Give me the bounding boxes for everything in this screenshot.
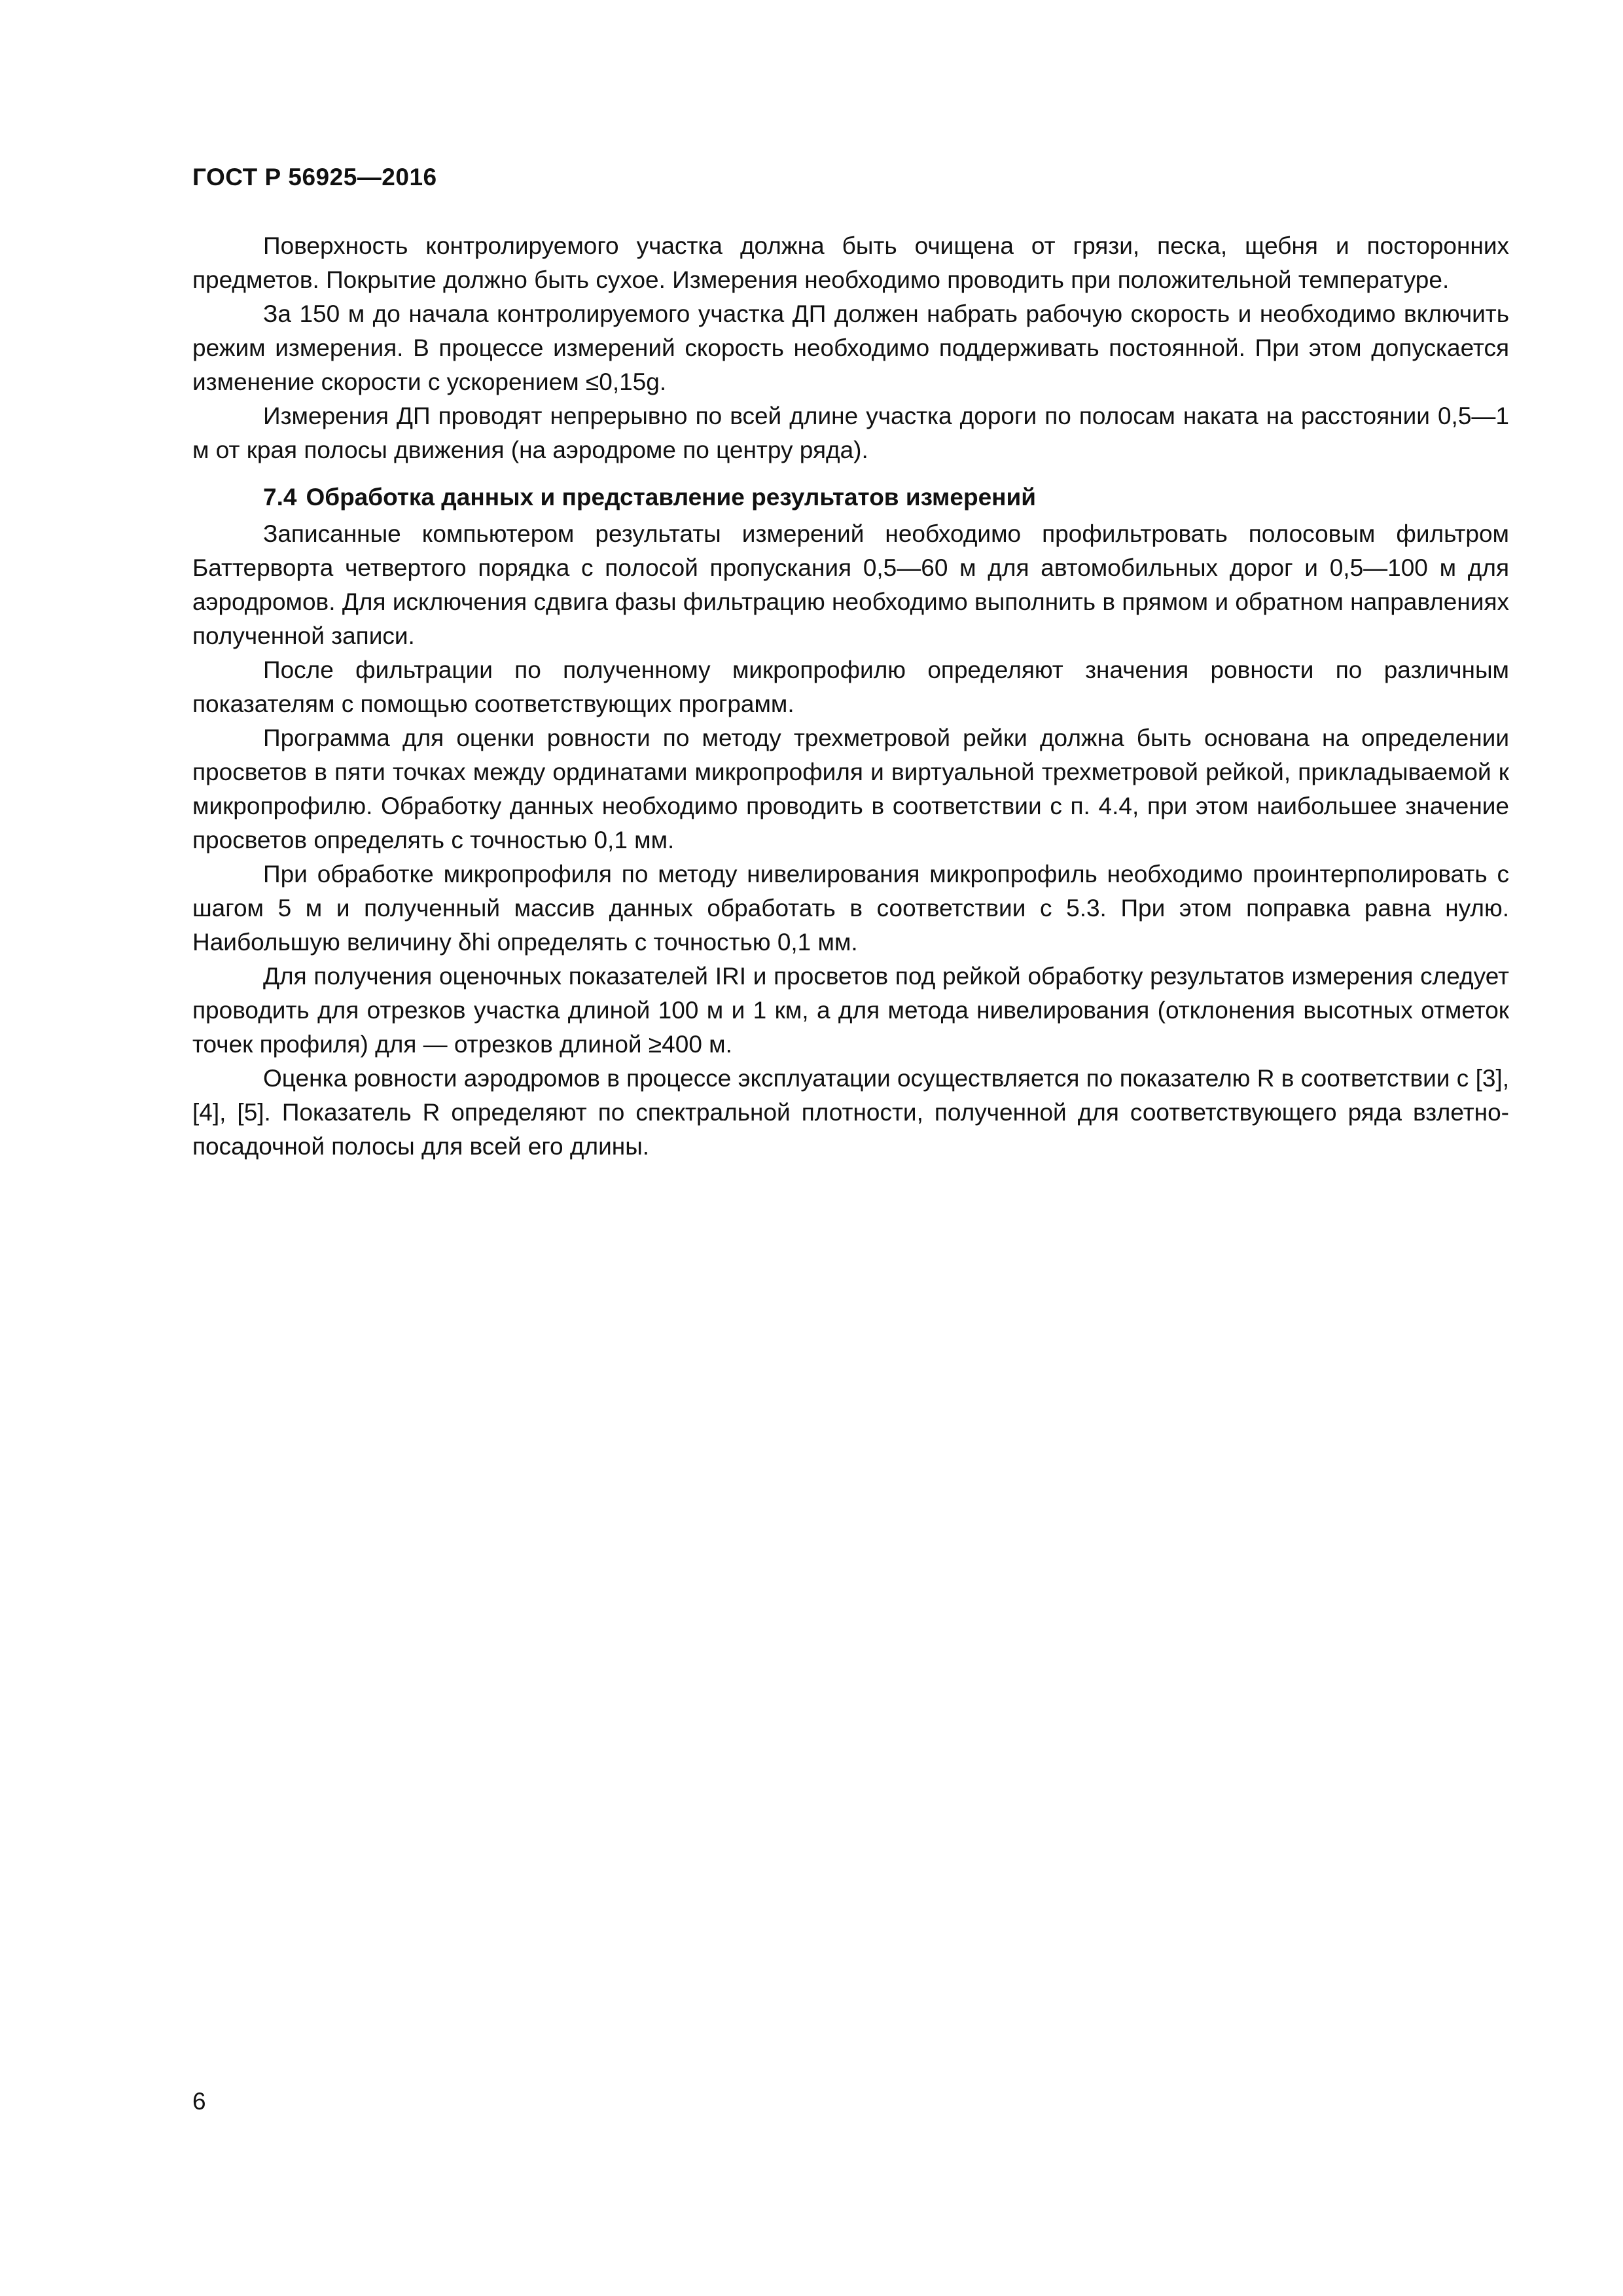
body-paragraph: При обработке микропрофиля по методу нивелирования микропрофиль необходимо проинтерполировать с шагом 5 м и полученный массив данных обработать в соответствии с 5.3. При этом поправка равна нулю. Наибольшую величину δhi определять с точностью 0,1 мм. — [192, 861, 1509, 956]
body-paragraph: Записанные компьютером результаты измерений необходимо профильтровать полосовым фильтром Баттерворта четвертого порядка с полосой пропускания 0,5—60 м для автомобильных дорог и 0,5—100 м для аэродромов. Для исключения сдвига фазы фильтрацию необходимо выполнить в прямом и обратном направлениях полученной записи. — [192, 520, 1509, 649]
body-paragraph: Измерения ДП проводят непрерывно по всей длине участка дороги по полосам наката на расстоянии 0,5—1 м от края полосы движения (на аэродроме по центру ряда). — [192, 403, 1509, 463]
body-paragraph: Оценка ровности аэродромов в процессе эксплуатации осуществляется по показателю R в соответствии с [3], [4], [5]. Показатель R определяют по спектральной плотности, полученной для соответствующего ряда взлетно-посадочной полосы для всей его длины. — [192, 1065, 1509, 1160]
body-paragraph: За 150 м до начала контролируемого участка ДП должен набрать рабочую скорость и необходимо включить режим измерения. В процессе измерений скорость необходимо поддерживать постоянной. При этом допускается изменение скорости с ускорением ≤0,15g. — [192, 300, 1509, 395]
body-paragraph: После фильтрации по полученному микропрофилю определяют значения ровности по различным показателям с помощью соответствующих программ. — [192, 656, 1509, 717]
body-paragraph: Для получения оценочных показателей IRI и просветов под рейкой обработку результатов измерения следует проводить для отрезков участка длиной 100 м и 1 км, а для метода нивелирования (отклонения высотных отметок точек профиля) для — отрезков длиной ≥400 м. — [192, 963, 1509, 1058]
document-body — [192, 229, 1509, 1164]
section-title: Обработка данных и представление результатов измерений — [306, 484, 1037, 511]
page-number: 6 — [192, 2088, 206, 2115]
body-paragraph: Поверхность контролируемого участка должна быть очищена от грязи, песка, щебня и посторонних предметов. Покрытие должно быть сухое. Измерения необходимо проводить при положительной температуре. — [192, 232, 1509, 293]
body-paragraph: Программа для оценки ровности по методу трехметровой рейки должна быть основана на определении просветов в пяти точках между ординатами микропрофиля и виртуальной трехметровой рейкой, прикладываемой к микропрофилю. Обработку данных необходимо проводить в соответствии с п. 4.4, при этом наибольшее значение просветов определять с точностью 0,1 мм. — [192, 725, 1509, 853]
document-header: ГОСТ Р 56925—2016 — [192, 164, 437, 190]
section-number: 7.4 — [263, 484, 297, 511]
section-heading — [192, 480, 1509, 514]
